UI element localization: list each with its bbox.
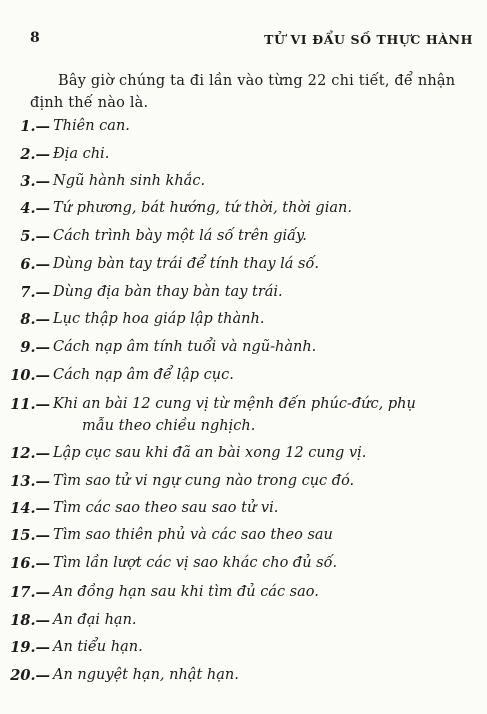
list-item-text: Dùng địa bàn thay bàn tay trái. [53,284,283,300]
list-item-number: 6.— [20,256,50,273]
list-item-number: 7.— [20,284,50,301]
list-item-text: Cách trình bày một lá số trên giấy. [53,228,307,244]
list-item-number: 18.— [10,612,50,629]
list-item-text: Cách nạp âm tính tuổi và ngũ-hành. [53,339,317,355]
list-item-number: 19.— [10,639,50,656]
list-item-number: 10.— [10,367,50,384]
list-item-text: Thiên can. [53,118,130,134]
list-item-text: Lập cục sau khi đã an bài xong 12 cung vị. [53,445,367,461]
list-item-number: 13.— [10,473,50,490]
list-item-text: Cách nạp âm để lập cục. [53,367,234,383]
list-item-text: An nguyệt hạn, nhật hạn. [53,667,239,683]
list-item-number: 14.— [10,500,50,517]
page-number: 8 [30,30,40,46]
intro-line: Bây giờ chúng ta đi lần vào từng 22 chi tiết, để nhận [58,73,456,89]
list-item-number: 5.— [20,228,50,245]
list-item-text: Khi an bài 12 cung vị từ mệnh đến phúc-đức, phụ [53,396,416,412]
running-title: TỬ VI ĐẨU SỐ THỰC HÀNH [264,32,473,47]
list-item-number: 11.— [10,396,50,413]
list-item-text: Tìm sao tử vi ngự cung nào trong cục đó. [53,473,355,489]
list-item-number: 1.— [20,118,50,135]
intro-line: định thế nào là. [30,95,149,111]
list-item-number: 3.— [20,173,50,190]
list-item-text: Lục thập hoa giáp lập thành. [53,311,265,327]
list-item-number: 17.— [10,584,50,601]
list-item-number: 2.— [20,146,50,163]
list-item-text: An đại hạn. [53,612,137,628]
list-item-number: 8.— [20,311,50,328]
list-item-text: An tiểu hạn. [53,639,143,655]
list-item-text: Tứ phương, bát hướng, tứ thời, thời gian. [53,200,352,216]
list-item-text: Tìm lần lượt các vị sao khác cho đủ số. [53,555,338,571]
list-item-number: 4.— [20,200,50,217]
intro-paragraph [30,70,470,114]
list-item-text-continued: mẫu theo chiều nghịch. [82,418,256,434]
list-item-text: Địa chi. [53,146,110,162]
list-item-number: 12.— [10,445,50,462]
list-item-text: Ngũ hành sinh khắc. [53,173,206,189]
page-header [0,30,487,52]
list-item-text: An đồng hạn sau khi tìm đủ các sao. [53,584,319,600]
list-item-text: Tìm các sao theo sau sao tử vi. [53,500,279,516]
list-item-text: Dùng bàn tay trái để tính thay lá số. [53,256,319,272]
list-item-number: 15.— [10,527,50,544]
list-item-number: 20.— [10,667,50,684]
list-item-number: 9.— [20,339,50,356]
list-item-number: 16.— [10,555,50,572]
list-item-text: Tìm sao thiên phủ và các sao theo sau [53,527,333,543]
